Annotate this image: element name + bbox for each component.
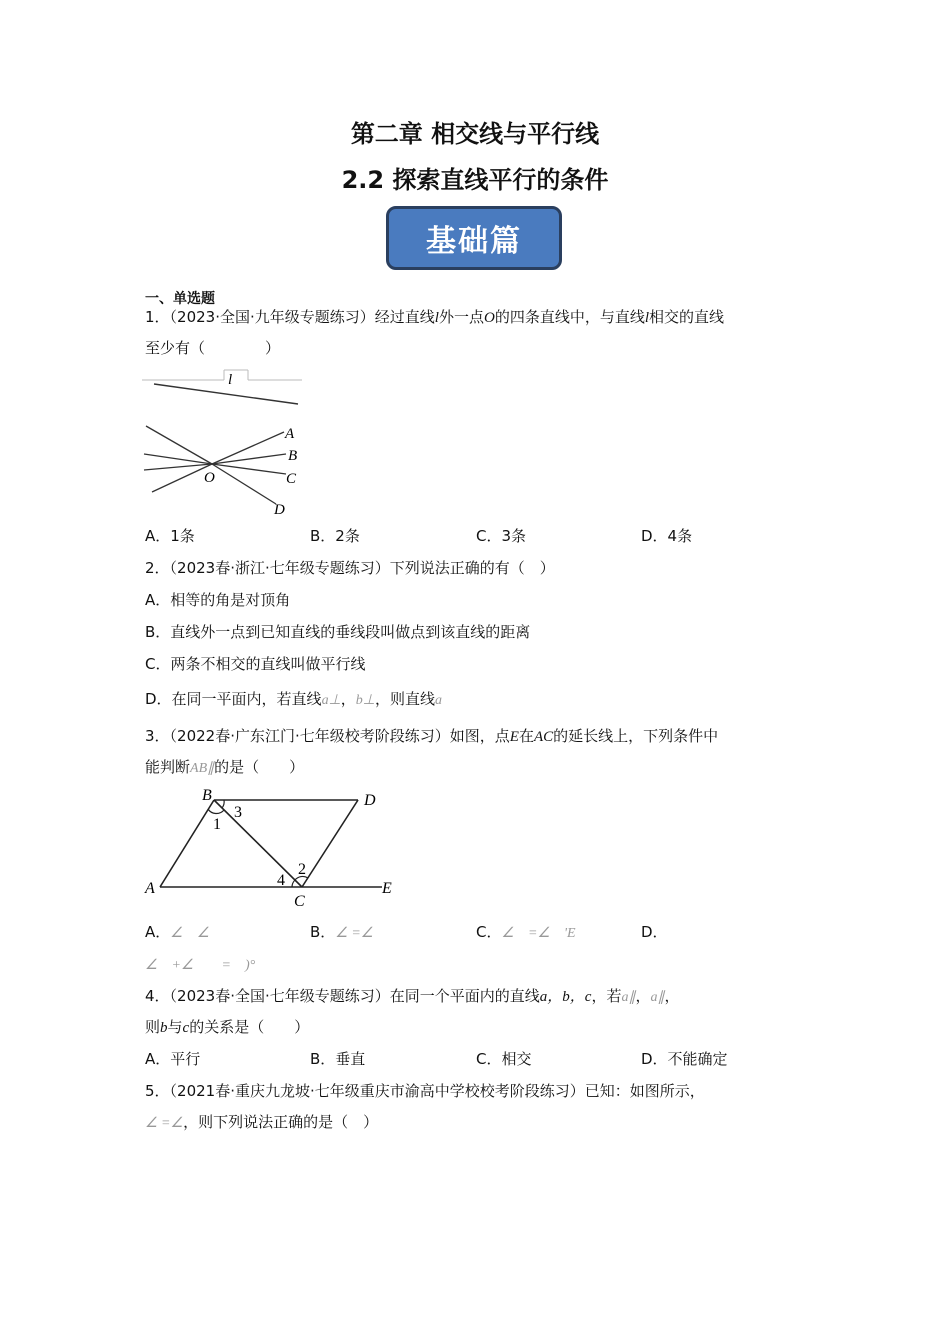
q1-var-l: l [434, 310, 439, 326]
section-title: 2.2 探索直线平行的条件 [341, 166, 609, 194]
q3-fig-label-4: 4 [277, 872, 285, 889]
q1-fig-label-O: O [204, 470, 215, 486]
q3-line2 [145, 757, 304, 779]
q3-number: 3． [145, 727, 170, 745]
q4-text-a: （2023春·全国·七年级专题练习）在同一个平面内的直线 [169, 987, 540, 1005]
q2-option-d-text-a: D．在同一平面内，若直线 [145, 690, 322, 708]
q1-line2: 至少有（ ） [145, 339, 281, 357]
q3-fig-label-D: D [364, 792, 376, 809]
q3-option-b[interactable] [310, 922, 373, 944]
q2-text: （2023春·浙江·七年级专题练习）下列说法正确的有（ ） [169, 559, 555, 577]
q3-fig-label-E: E [382, 880, 392, 897]
q4-text-b: ，若 [591, 987, 622, 1005]
q1-fig-label-B: B [288, 448, 298, 464]
q1-fig-label-l: l [228, 372, 233, 388]
q3-option-b-label: B． [310, 923, 336, 941]
q3-option-c-label: C． [476, 923, 502, 941]
q3-option-a-math: ∠ ∠ [170, 926, 210, 941]
q1-fig-ray-d [212, 464, 276, 504]
q4-math-2: a∥ [650, 990, 665, 1005]
q3-text-a: （2022春·广东江门·七年级校考阶段练习）如图，点 [169, 727, 510, 745]
q2-option-d[interactable] [145, 689, 442, 711]
q4-line1 [145, 986, 679, 1008]
q3-line2-math: AB∥ [190, 761, 215, 776]
q1-fig-label-C: C [286, 471, 297, 487]
q3-fig-line-CD [302, 800, 358, 887]
q1-fig-ray-c [212, 464, 286, 474]
q3-fig-angle-1-arc [208, 809, 224, 814]
level-badge: 基础篇 [386, 206, 562, 270]
q4-option-a[interactable]: A．平行 [145, 1050, 201, 1068]
q1-fig-line-l [154, 384, 298, 404]
q2-option-a[interactable]: A．相等的角是对顶角 [145, 591, 291, 609]
q3-var-AC: AC [533, 729, 554, 745]
q1-option-b[interactable]: B．2条 [310, 527, 360, 545]
q5-line1 [145, 1081, 705, 1101]
q2-option-b[interactable]: B．直线外一点到已知直线的垂线段叫做点到该直线的距离 [145, 623, 531, 641]
q1-line1 [145, 307, 724, 328]
q1-text-a: 经过直线 [374, 308, 435, 326]
q3-var-E: E [509, 729, 519, 745]
q4-line2-text-b: 与 [167, 1018, 183, 1036]
q2-option-d-text-c: ，则直线 [374, 690, 435, 708]
q3-text-b: 在 [518, 727, 534, 745]
q4-text-c: ， [664, 987, 680, 1005]
q3-option-d-expression: ∠ +∠ = )° [145, 958, 256, 973]
q1-text-c: 的四条直线中，与直线 [494, 308, 645, 326]
q1-var-O: O [483, 310, 495, 326]
q1-option-a[interactable]: A．1条 [145, 527, 195, 545]
q4-sep: ， [635, 987, 651, 1005]
q1-source: （2023·全国·九年级专题练习） [169, 308, 375, 326]
q3-fig-line-BC [214, 800, 302, 887]
q3-line1 [145, 726, 718, 747]
q1-fig-ray-b-back [144, 454, 212, 464]
q4-vars: a，b，c [539, 989, 592, 1005]
q5-number: 5． [145, 1082, 170, 1100]
q4-option-c[interactable]: C．相交 [476, 1050, 532, 1068]
q3-option-c[interactable] [476, 922, 576, 944]
q3-fig-label-3: 3 [234, 804, 242, 821]
q3-fig-label-1: 1 [213, 816, 221, 833]
q1-text-b: 外一点 [438, 308, 484, 326]
q3-option-b-math: ∠ =∠ [335, 926, 374, 941]
q3-fig-line-AB [160, 800, 214, 887]
q3-option-d-label[interactable]: D． [641, 923, 668, 941]
q3-fig-angle-3-arc [222, 800, 224, 808]
q1-fig-label-A: A [285, 426, 295, 442]
q2-option-c[interactable]: C．两条不相交的直线叫做平行线 [145, 655, 366, 673]
q1-number: 1． [145, 308, 170, 326]
q1-option-c[interactable]: C．3条 [476, 527, 527, 545]
q1-fig-ray-a-back [146, 426, 212, 464]
q3-line2-text-b: 的是（ ） [214, 758, 305, 776]
q5-text: （2021春·重庆九龙坡·七年级重庆市渝高中学校校考阶段练习）已知：如图所示， [169, 1082, 705, 1100]
q1-option-d[interactable]: D．4条 [641, 527, 693, 545]
q4-math-1: a∥ [621, 990, 636, 1005]
q3-fig-label-A: A [145, 880, 155, 897]
q3-fig-label-2: 2 [298, 861, 306, 878]
q3-fig-label-C: C [294, 893, 305, 910]
q4-number: 4． [145, 987, 170, 1005]
q3-fig-angle-4-arc [292, 880, 295, 887]
q3-fig-label-B: B [202, 787, 212, 804]
q1-fig-label-D: D [274, 502, 285, 518]
q3-option-c-math: ∠ =∠ 'E [501, 926, 576, 941]
section-heading: 一、单选题 [145, 291, 215, 307]
q3-text-c: 的延长线上，下列条件中 [553, 727, 719, 745]
q4-var-c: c [182, 1020, 190, 1036]
q4-option-b[interactable]: B．垂直 [310, 1050, 366, 1068]
q4-line2-text-a: 则 [145, 1018, 161, 1036]
q4-option-d[interactable]: D．不能确定 [641, 1050, 728, 1068]
q2-option-d-math-1: a⊥ [321, 693, 341, 708]
chapter-title: 第二章 相交线与平行线 [350, 120, 600, 148]
q3-figure [140, 782, 400, 910]
q2-number: 2． [145, 559, 170, 577]
q5-line2-text: ，则下列说法正确的是（ ） [183, 1113, 379, 1131]
q2-option-d-text-b: ， [340, 690, 356, 708]
q4-line2 [145, 1017, 309, 1038]
q2-option-d-math-3: a [435, 693, 442, 708]
q5-line2-math: ∠ =∠ [145, 1116, 184, 1131]
q4-line2-text-c: 的关系是（ ） [189, 1018, 310, 1036]
q2-line1 [145, 558, 555, 578]
q1-var-l-2: l [644, 310, 649, 326]
q2-option-d-math-2: b⊥ [355, 693, 375, 708]
q3-option-a-label: A． [145, 923, 171, 941]
q1-text-d: 相交的直线 [649, 308, 725, 326]
q3-option-a[interactable] [145, 922, 209, 944]
q4-var-b: b [160, 1020, 168, 1036]
q3-line2-text-a: 能判断 [145, 758, 191, 776]
q3-option-d-math [145, 954, 255, 976]
q5-line2 [145, 1112, 378, 1134]
q1-figure [140, 364, 310, 522]
